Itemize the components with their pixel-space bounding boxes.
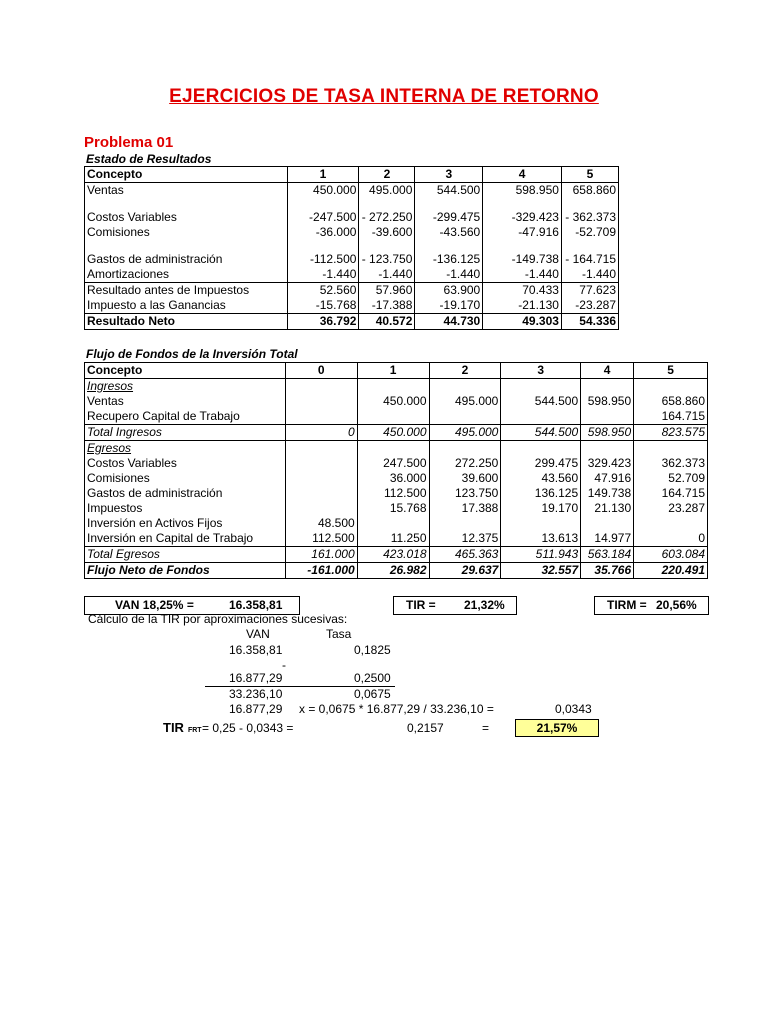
- value-cell: 70.433: [483, 283, 562, 299]
- value-cell: - 272.250: [359, 198, 415, 225]
- table-row: [85, 471, 708, 486]
- value-cell: -1.440: [415, 267, 483, 283]
- value-cell: [357, 379, 429, 395]
- value-cell: 495.000: [429, 425, 501, 441]
- value-cell: [634, 379, 708, 395]
- value-cell: 17.388: [429, 501, 501, 516]
- row-label: Inversión en Activos Fijos: [87, 516, 223, 530]
- approx-r1-tasa: 0,1825: [354, 643, 391, 657]
- value-cell: 35.766: [581, 563, 634, 579]
- value-cell: [429, 409, 501, 425]
- value-cell: 39.600: [429, 471, 501, 486]
- value-cell: - 123.750: [359, 240, 415, 267]
- value-cell: 495.000: [429, 394, 501, 409]
- value-cell: -36.000: [287, 225, 359, 240]
- value-cell: 43.560: [501, 471, 581, 486]
- value-cell: 598.950: [581, 394, 634, 409]
- value-cell: 220.491: [634, 563, 708, 579]
- header-cell: 3: [501, 363, 581, 379]
- value-cell: 465.363: [429, 547, 501, 563]
- table-row: [85, 183, 619, 199]
- approx-col-tasa: Tasa: [326, 627, 352, 641]
- table-row: [85, 501, 708, 516]
- value-cell: 544.500: [415, 183, 483, 199]
- income-statement-table: [84, 166, 619, 330]
- value-cell: -149.738: [483, 240, 562, 267]
- value-cell: 36.000: [357, 471, 429, 486]
- value-cell: 44.730: [415, 314, 483, 330]
- value-cell: 423.018: [357, 547, 429, 563]
- row-label: Ventas: [87, 183, 124, 197]
- value-cell: [429, 379, 501, 395]
- value-cell: 57.960: [359, 283, 415, 299]
- total-row: [85, 425, 708, 441]
- row-label: Inversión en Capital de Trabajo: [87, 531, 254, 545]
- income-statement-subtitle: Estado de Resultados: [86, 152, 212, 166]
- value-cell: - 164.715: [561, 240, 618, 267]
- row-label: Comisiones: [87, 225, 150, 239]
- value-cell: -112.500: [287, 240, 359, 267]
- van-label: VAN 18,25% =: [115, 598, 194, 612]
- value-cell: 161.000: [285, 547, 357, 563]
- value-cell: 658.860: [634, 394, 708, 409]
- value-cell: 544.500: [501, 425, 581, 441]
- value-cell: 362.373: [634, 456, 708, 471]
- row-label: Total Ingresos: [85, 425, 286, 441]
- header-cell: 2: [359, 167, 415, 183]
- value-cell: [581, 441, 634, 457]
- value-cell: 450.000: [357, 425, 429, 441]
- value-cell: [634, 516, 708, 531]
- value-cell: -247.500: [287, 198, 359, 225]
- value-cell: [501, 409, 581, 425]
- value-cell: -1.440: [483, 267, 562, 283]
- value-cell: 19.170: [501, 501, 581, 516]
- tir-frt-mid: 0,2157: [407, 721, 444, 735]
- value-cell: [429, 441, 501, 457]
- value-cell: 12.375: [429, 531, 501, 547]
- value-cell: [357, 516, 429, 531]
- row-label: Costos Variables: [87, 210, 177, 224]
- value-cell: - 362.373: [561, 198, 618, 225]
- value-cell: 47.916: [581, 471, 634, 486]
- value-cell: 563.184: [581, 547, 634, 563]
- value-cell: [581, 409, 634, 425]
- value-cell: 15.768: [357, 501, 429, 516]
- table-row: [85, 198, 619, 225]
- cash-flow-table: [84, 362, 708, 579]
- row-label: Egresos: [85, 441, 286, 457]
- approx-r2-van: 16.877,29: [229, 671, 283, 685]
- row-label: Ventas: [87, 394, 124, 408]
- approx-r1-van: 16.358,81: [229, 643, 283, 657]
- header-cell: 5: [561, 167, 618, 183]
- tir-value: 21,32%: [464, 598, 505, 612]
- value-cell: -1.440: [359, 267, 415, 283]
- approx-col-van: VAN: [246, 627, 270, 641]
- value-cell: [285, 486, 357, 501]
- tir-frt-text: TIR: [163, 720, 184, 735]
- approx-r4-formula: x = 0,0675 * 16.877,29 / 33.236,10 =: [299, 702, 494, 716]
- approx-r3-tasa: 0,0675: [354, 687, 391, 701]
- table-row: [85, 267, 619, 283]
- value-cell: -43.560: [415, 225, 483, 240]
- value-cell: [285, 501, 357, 516]
- table-row: [85, 409, 708, 425]
- value-cell: [357, 441, 429, 457]
- value-cell: 77.623: [561, 283, 618, 299]
- value-cell: [285, 394, 357, 409]
- value-cell: 48.500: [285, 516, 357, 531]
- value-cell: 52.560: [287, 283, 359, 299]
- header-cell: 1: [357, 363, 429, 379]
- header-cell: Concepto: [85, 363, 286, 379]
- value-cell: -299.475: [415, 198, 483, 225]
- section-row: [85, 379, 708, 395]
- value-cell: [285, 471, 357, 486]
- cash-flow-subtitle: Flujo de Fondos de la Inversión Total: [86, 347, 298, 361]
- value-cell: 0: [634, 531, 708, 547]
- row-label: Resultado antes de Impuestos: [85, 283, 288, 299]
- value-cell: 450.000: [357, 394, 429, 409]
- approx-r4-result: 0,0343: [555, 702, 592, 716]
- value-cell: 14.977: [581, 531, 634, 547]
- value-cell: 32.557: [501, 563, 581, 579]
- value-cell: 329.423: [581, 456, 634, 471]
- value-cell: 13.613: [501, 531, 581, 547]
- tir-label: TIR =: [406, 598, 436, 612]
- value-cell: [357, 409, 429, 425]
- row-label: Ingresos: [87, 379, 134, 393]
- approx-r3-van: 33.236,10: [229, 687, 283, 701]
- value-cell: 511.943: [501, 547, 581, 563]
- tir-frt-expr: = 0,25 - 0,0343 =: [202, 721, 294, 735]
- value-cell: 164.715: [634, 486, 708, 501]
- table-row: [85, 456, 708, 471]
- page-title: EJERCICIOS DE TASA INTERNA DE RETORNO: [169, 86, 599, 107]
- value-cell: -17.388: [359, 298, 415, 314]
- value-cell: 149.738: [581, 486, 634, 501]
- tirm-label: TIRM =: [607, 598, 647, 612]
- value-cell: -19.170: [415, 298, 483, 314]
- value-cell: -329.423: [483, 198, 562, 225]
- tir-frt-label: [163, 720, 202, 735]
- row-label: Recupero Capital de Trabajo: [87, 409, 240, 423]
- approx-r2-tasa: 0,2500: [354, 671, 391, 685]
- value-cell: -1.440: [561, 267, 618, 283]
- row-label: Comisiones: [87, 471, 150, 485]
- tir-box: [393, 596, 517, 615]
- header-cell: 3: [415, 167, 483, 183]
- value-cell: 598.950: [483, 183, 562, 199]
- value-cell: 164.715: [634, 409, 708, 425]
- header-cell: Concepto: [85, 167, 288, 183]
- value-cell: 11.250: [357, 531, 429, 547]
- value-cell: 272.250: [429, 456, 501, 471]
- value-cell: -52.709: [561, 225, 618, 240]
- problem-heading: Problema 01: [84, 134, 174, 151]
- value-cell: [581, 379, 634, 395]
- tir-frt-eq: =: [482, 721, 490, 735]
- value-cell: 603.084: [634, 547, 708, 563]
- tirm-value: 20,56%: [656, 598, 697, 612]
- value-cell: -1.440: [287, 267, 359, 283]
- row-label: Flujo Neto de Fondos: [85, 563, 286, 579]
- value-cell: [501, 379, 581, 395]
- value-cell: -23.287: [561, 298, 618, 314]
- value-cell: 598.950: [581, 425, 634, 441]
- value-cell: [429, 516, 501, 531]
- value-cell: [501, 441, 581, 457]
- table-row: [85, 314, 619, 330]
- row-label: Impuestos: [87, 501, 143, 515]
- header-cell: 1: [287, 167, 359, 183]
- value-cell: 21.130: [581, 501, 634, 516]
- table-header-row: [85, 167, 619, 183]
- table-row: [85, 516, 708, 531]
- row-label: Total Egresos: [85, 547, 286, 563]
- value-cell: 247.500: [357, 456, 429, 471]
- value-cell: 544.500: [501, 394, 581, 409]
- tir-frt-result: 21,57%: [515, 719, 599, 737]
- row-label: Gastos de administración: [87, 252, 223, 266]
- value-cell: 823.575: [634, 425, 708, 441]
- value-cell: [581, 516, 634, 531]
- table-row: [85, 298, 619, 314]
- value-cell: 112.500: [285, 531, 357, 547]
- table-row: [85, 486, 708, 501]
- value-cell: -47.916: [483, 225, 562, 240]
- value-cell: -136.125: [415, 240, 483, 267]
- value-cell: [285, 456, 357, 471]
- value-cell: [285, 379, 357, 395]
- value-cell: 136.125: [501, 486, 581, 501]
- table-row: [85, 283, 619, 299]
- row-label: Amortizaciones: [87, 267, 170, 281]
- table-header-row: [85, 363, 708, 379]
- value-cell: 52.709: [634, 471, 708, 486]
- row-label: Gastos de administración: [87, 486, 223, 500]
- value-cell: [285, 409, 357, 425]
- tir-frt-subscript: FRT: [187, 727, 202, 734]
- value-cell: 36.792: [287, 314, 359, 330]
- van-value: 16.358,81: [229, 598, 283, 612]
- value-cell: 123.750: [429, 486, 501, 501]
- header-cell: 4: [581, 363, 634, 379]
- value-cell: [501, 516, 581, 531]
- value-cell: 658.860: [561, 183, 618, 199]
- value-cell: 54.336: [561, 314, 618, 330]
- header-cell: 2: [429, 363, 501, 379]
- net-flow-row: [85, 563, 708, 579]
- table-row: [85, 531, 708, 547]
- value-cell: -39.600: [359, 225, 415, 240]
- row-label: Costos Variables: [87, 456, 177, 470]
- value-cell: 112.500: [357, 486, 429, 501]
- header-cell: 5: [634, 363, 708, 379]
- table-row: [85, 394, 708, 409]
- table-row: [85, 240, 619, 267]
- header-cell: 0: [285, 363, 357, 379]
- value-cell: -15.768: [287, 298, 359, 314]
- approx-r4-van: 16.877,29: [229, 702, 283, 716]
- approx-heading: Cálculo de la TIR por aproximaciones sucesivas:: [88, 612, 348, 626]
- header-cell: 4: [483, 167, 562, 183]
- value-cell: 26.982: [357, 563, 429, 579]
- value-cell: 29.637: [429, 563, 501, 579]
- approx-dash: -: [282, 658, 286, 672]
- row-label: Resultado Neto: [85, 314, 288, 330]
- value-cell: -161.000: [285, 563, 357, 579]
- value-cell: 49.303: [483, 314, 562, 330]
- section-row: [85, 441, 708, 457]
- value-cell: 40.572: [359, 314, 415, 330]
- total-row: [85, 547, 708, 563]
- table-row: [85, 225, 619, 240]
- value-cell: 23.287: [634, 501, 708, 516]
- value-cell: -21.130: [483, 298, 562, 314]
- value-cell: 495.000: [359, 183, 415, 199]
- value-cell: [634, 441, 708, 457]
- value-cell: 450.000: [287, 183, 359, 199]
- value-cell: 0: [285, 425, 357, 441]
- value-cell: 63.900: [415, 283, 483, 299]
- value-cell: [285, 441, 357, 457]
- row-label: Impuesto a las Ganancias: [87, 298, 226, 312]
- value-cell: 299.475: [501, 456, 581, 471]
- tirm-box: [594, 596, 709, 615]
